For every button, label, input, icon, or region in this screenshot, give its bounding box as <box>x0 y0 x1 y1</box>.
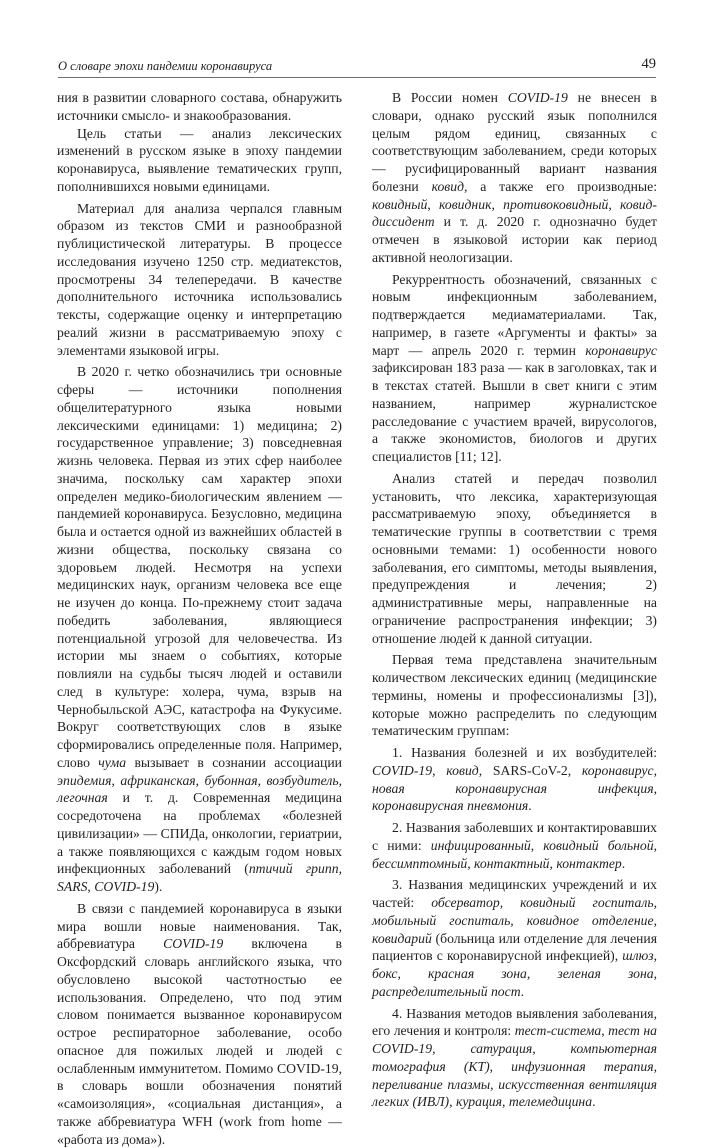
italic-term: SARS <box>57 879 88 894</box>
list-item <box>372 876 657 1000</box>
text-run: , <box>489 1058 512 1074</box>
text-run: , <box>653 966 657 981</box>
text-run: Цель статьи — анализ лексических изменений в русском языке в эпоху пандемии коронавируса, выявление тематических групп, пополнившихся новыми единицами. <box>57 125 342 194</box>
text-run: , <box>530 837 544 853</box>
text-run: , <box>653 895 657 910</box>
text-run: , SARS-CoV-2, <box>478 762 582 778</box>
text-run: , <box>87 879 95 894</box>
text-run: , <box>432 1041 471 1056</box>
list-item <box>372 1005 657 1112</box>
text-run: , <box>427 196 439 212</box>
italic-term: тест-система <box>514 1023 602 1039</box>
text-run: , <box>532 1041 571 1056</box>
text-run: (больница или отделение для лечения пациентов с коронавирусной инфекцией), <box>372 930 657 964</box>
paragraph <box>372 271 657 466</box>
italic-term: контактный <box>474 855 550 871</box>
text-run: . <box>592 1094 596 1110</box>
text-run: , <box>653 762 657 778</box>
italic-term: тест на COVID-19 <box>372 1023 657 1056</box>
italic-term: легочная <box>57 790 108 806</box>
italic-term: компьютерная томография (КТ) <box>372 1041 658 1074</box>
text-run: , <box>195 772 205 788</box>
italic-term: ковидарий <box>372 930 432 946</box>
italic-term: курация <box>455 1094 502 1110</box>
text-run: В связи с пандемией коронавируса в языки мира вошли новые наименования. Так, аббревиатура <box>57 900 342 952</box>
text-run: Первая тема представлена значительным количеством лексических единиц (медицинские термины, номены и профессионализмы [3]), которые можно распределить по следующим тематическим группам: <box>372 652 657 739</box>
italic-term: эпидемия <box>57 772 112 788</box>
text-run: вызывает в сознании ассоциации <box>126 754 342 770</box>
text-run: , <box>491 196 504 212</box>
text-run: зафиксирован 183 раза — как в заголовках, так и в текстах статей. Вышли в свет книги с этим названием, например журналистское расследование с участием врачей, вирусологов, а также экономистов, биологов и других специалистов [11; 12]. <box>372 360 657 464</box>
italic-term: противоковидный <box>503 196 609 212</box>
italic-term: ковид-диссидент <box>372 196 657 230</box>
italic-term: ковидный больной <box>543 837 654 853</box>
text-run: , <box>490 1076 499 1092</box>
italic-term: COVID-19 <box>507 90 568 105</box>
italic-term: шлюз <box>622 948 654 964</box>
italic-term: COVID-19 <box>94 879 155 894</box>
text-run: В России номен <box>392 90 508 105</box>
italic-term: бокс <box>372 966 398 981</box>
italic-term: африканская <box>120 772 196 788</box>
text-run: Анализ статей и передач позволил установить, что лексика, характеризующая рассматриваемую эпоху, объединяется в тематические группы в соответствии с тремя основными темами: 1) особенности нового заболевания, его симптомы, методы выявления, предупреждения и лечения; 2) административные меры, направленные на ограничение распространения инфекции; 3) отношение людей к данной ситуации. <box>372 470 657 646</box>
italic-term: бессимптомный <box>372 855 468 871</box>
text-run: , <box>432 762 447 778</box>
paragraph <box>372 89 657 267</box>
italic-term: COVID-19 <box>372 762 433 778</box>
italic-term: зеленая зона <box>557 966 654 981</box>
text-run: ния в развитии словарного состава, обнаружить источники смысло- и знакообразования. <box>57 90 342 123</box>
text-run: , <box>526 966 558 981</box>
italic-term: чума <box>98 754 127 770</box>
text-run: , <box>608 196 620 212</box>
text-run: , <box>111 772 121 788</box>
italic-term: птичий грипп <box>248 861 339 877</box>
text-run: . <box>621 855 626 871</box>
text-run: и т. д. Современная медицина сосредоточена на проблемах «болезней цивилизации» — СПИДа, онкологии, гериатрии, а также появляющихся с каждым годом новых инфекционных заболеваний ( <box>57 790 342 877</box>
list-item <box>372 744 657 815</box>
italic-term: распределительный пост <box>372 983 521 999</box>
text-run: , <box>502 1094 509 1110</box>
italic-term: инфузионная терапия <box>511 1058 654 1074</box>
italic-term: ковид <box>431 178 464 194</box>
page-header <box>58 56 656 76</box>
right-column <box>372 89 657 1111</box>
text-run: , <box>467 855 475 871</box>
paragraph <box>57 200 342 360</box>
italic-term: бубонная <box>204 772 258 788</box>
italic-term: возбудитель <box>266 772 339 788</box>
text-run: 1. Названия болезней и их возбудителей: <box>392 745 657 760</box>
text-run: Материал для анализа черпался главным образом из текстов СМИ и разнообразной публицистической литературы. В процессе исследования изучено 1250 стр. медиатекстов, просмотрены 34 телепередачи. В качестве дополнительного источника использовались тексты, содержащие оценку и интерпретацию реалий жизни в рассматриваемую эпоху с элементами языковой игры. <box>57 200 342 358</box>
italic-term: COVID-19 <box>163 936 224 952</box>
italic-term: телемедицина <box>508 1094 593 1110</box>
list-item <box>372 819 657 872</box>
text-run: , <box>653 912 657 928</box>
paragraph <box>372 651 657 740</box>
paragraph <box>57 363 342 896</box>
italic-term: переливание плазмы <box>372 1076 491 1092</box>
italic-term: ковидный госпиталь <box>520 895 654 910</box>
italic-term: инфицированный <box>430 837 531 853</box>
text-run: , <box>449 1094 456 1110</box>
italic-term: ковидник <box>439 196 492 212</box>
italic-term: ковид <box>446 762 479 778</box>
italic-term: сатурация <box>470 1041 533 1056</box>
text-run: 4. Названия методов выявления заболевания, его лечения и контроля: <box>372 1005 657 1039</box>
text-run: , <box>397 966 429 981</box>
text-run: , <box>257 772 267 788</box>
paragraph <box>57 89 342 125</box>
text-run: и т. д. 2020 г. однозначно будет отмечен в языковой истории как период активной неологизации. <box>372 214 657 265</box>
text-run: , <box>653 837 658 853</box>
text-run: , <box>653 780 657 796</box>
page-number: 49 <box>641 56 656 72</box>
italic-term: коронавирусная пневмония <box>372 798 529 814</box>
running-title: О словаре эпохи пандемии коронавируса <box>58 59 273 73</box>
text-run: . <box>528 798 532 814</box>
italic-term: красная зона <box>428 966 527 981</box>
text-run: ). <box>154 879 163 894</box>
italic-term: контактер <box>556 855 622 871</box>
paragraph <box>57 125 342 196</box>
italic-term: коронавирус <box>581 762 654 778</box>
text-run: , <box>499 895 521 910</box>
text-run: Рекуррентность обозначений, связанных с новым инфекционным заболеванием, подтверждается медиаматериалами. Так, например, в газете «Аргументы и факты» за март — апрель 2020 г. термин <box>372 271 657 358</box>
text-run: 2. Названия заболевших и контактировавших с ними: <box>372 820 657 853</box>
text-run: , <box>653 1058 657 1074</box>
text-run: не внесен в словари, однако русский язык пополнился целым рядом единиц, связанных с соответствующим заболеванием, среди которых — русифицированный вариант названия болезни <box>372 90 657 194</box>
left-column <box>57 89 342 1148</box>
italic-term: коронавирус <box>585 342 657 358</box>
text-run: , <box>549 855 557 871</box>
text-run: , <box>653 948 657 964</box>
text-run: В 2020 г. четко обозначились три основные сферы — источники пополнения общелитературного языка новыми лексическими единицами: 1) медицина; 2) государственное управление; 3) повседневная жизнь человека. Первая из этих сфер наиболее значима, поскольку сам характер эпохи определен медико-биологическим явлением — пандемией коронавируса. Безусловно, медицина была и остается одной из важнейших областей в жизни общества, поскольку связана со здоровьем людей. Несмотря на успехи медицинских наук, организм человека все еще не изучен до конца. По-прежнему стоит задача победить заболевания, являющиеся потенциальной угрозой для человечества. Из истории мы знаем о событиях, которые повлияли на судьбы тысяч людей и оставили след в культуре: холера, чума, взрыв на Чернобыльской АЭС, катастрофа на Фукусиме. Вокруг соответствующих слов в языке сформировались определенные поля. Например, слово <box>57 364 342 770</box>
text-run: , <box>510 912 527 928</box>
italic-term: мобильный госпиталь <box>372 912 511 928</box>
paragraph <box>372 470 657 648</box>
text-run: , <box>601 1023 609 1039</box>
text-run: , <box>338 861 342 877</box>
text-run: , <box>338 772 343 788</box>
text-run: 3. Названия медицинских учреждений и их частей: <box>372 877 657 910</box>
italic-term: искусственная вентиляция легких (ИВЛ) <box>372 1076 657 1110</box>
header-divider <box>58 77 656 78</box>
italic-term: ковидный <box>372 196 428 212</box>
text-run: . <box>520 983 525 999</box>
italic-term: новая коронавирусная инфекция <box>372 780 654 796</box>
paragraph <box>57 900 342 1148</box>
italic-term: ковидное отделение <box>526 912 654 928</box>
italic-term: обсерватор <box>431 895 500 910</box>
text-run: включена в Оксфордский словарь английского языка, что обусловлено высокой частотностью ее использования. Определено, что под этим словом понимается вызванное коронавирусом острое респираторное заболевание, особо опасное для пожилых людей и людей с ослабленным иммунитетом. Помимо COVID-19, в словарь вошли обозначения понятий «самоизоляция», «социальная дистанция», а также аббревиатура WFH (work from home — «работа из дома»). <box>57 936 342 1147</box>
text-run: , а также его производные: <box>464 178 658 194</box>
